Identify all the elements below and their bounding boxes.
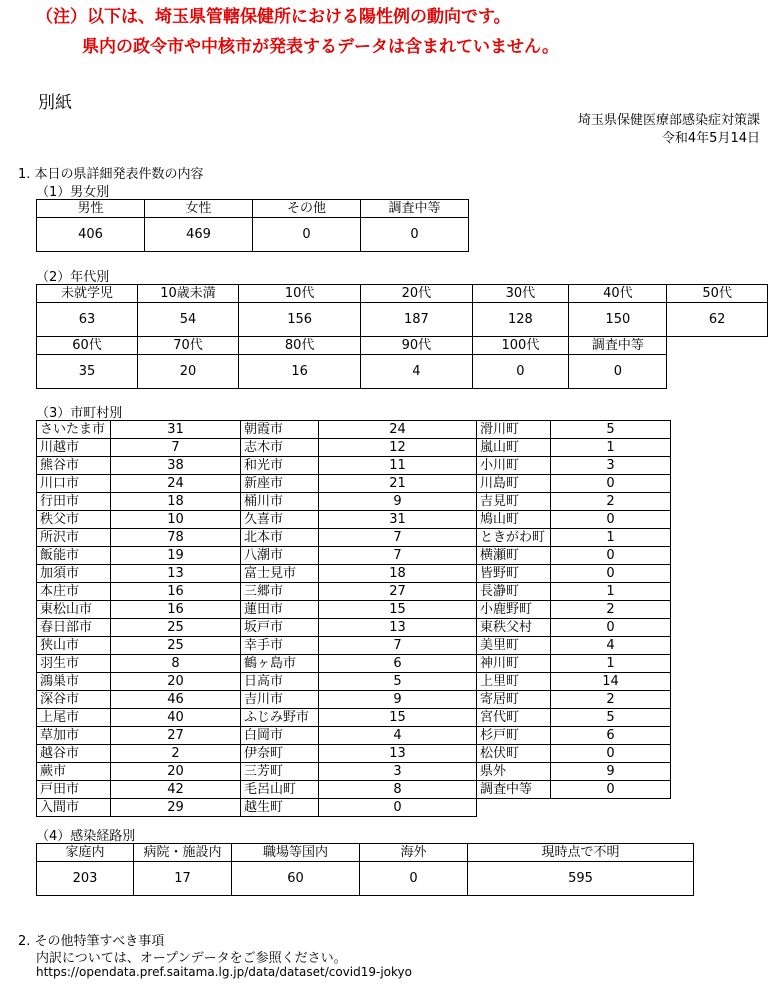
age-value-cell: 150 xyxy=(569,303,667,337)
municipality-name: 富士見市 xyxy=(241,565,319,583)
municipality-count: 13 xyxy=(319,619,477,637)
municipality-count: 31 xyxy=(319,511,477,529)
table-row xyxy=(37,601,671,619)
municipality-count: 25 xyxy=(111,619,241,637)
municipality-count: 7 xyxy=(319,529,477,547)
municipality-count: 14 xyxy=(551,673,671,691)
municipality-count: 2 xyxy=(551,493,671,511)
age-header-cell: 未就学児 xyxy=(37,285,138,303)
municipality-name: 加須市 xyxy=(37,565,111,583)
gender-table xyxy=(36,199,469,252)
table-row xyxy=(37,421,671,439)
municipality-name: 三芳町 xyxy=(241,763,319,781)
gender-header-cell: 男性 xyxy=(37,200,145,218)
route-header-cell: 家庭内 xyxy=(37,844,134,862)
municipality-name: 秩父市 xyxy=(37,511,111,529)
municipality-name: 越生町 xyxy=(241,799,319,817)
municipality-count: 5 xyxy=(551,421,671,439)
municipality-name: 白岡市 xyxy=(241,727,319,745)
municipality-count: 12 xyxy=(319,439,477,457)
municipality-name: 川口市 xyxy=(37,475,111,493)
department: 埼玉県保健医療部感染症対策課 xyxy=(577,113,760,128)
route-header-cell: 職場等国内 xyxy=(232,844,360,862)
municipality-name: 行田市 xyxy=(37,493,111,511)
table-row xyxy=(37,799,671,817)
age-header-cell: 50代 xyxy=(667,285,768,303)
municipality-count: 46 xyxy=(111,691,241,709)
municipality-count: 78 xyxy=(111,529,241,547)
municipality-count: 5 xyxy=(551,709,671,727)
age-header-cell: 90代 xyxy=(361,337,472,355)
municipality-name: 寄居町 xyxy=(477,691,551,709)
municipality-count: 0 xyxy=(551,745,671,763)
table-row xyxy=(37,457,671,475)
municipality-count: 31 xyxy=(111,421,241,439)
municipality-count: 2 xyxy=(551,601,671,619)
municipality-title: （3）市町村別 xyxy=(36,406,123,421)
municipality-name: 川越市 xyxy=(37,439,111,457)
age-header-cell: 100代 xyxy=(472,337,569,355)
municipality-name: 朝霞市 xyxy=(241,421,319,439)
municipality-count: 24 xyxy=(111,475,241,493)
municipality-name: 美里町 xyxy=(477,637,551,655)
age-header-cell: 80代 xyxy=(239,337,361,355)
table-row xyxy=(37,565,671,583)
table-row xyxy=(37,493,671,511)
municipality-name: 羽生市 xyxy=(37,655,111,673)
municipality-count: 1 xyxy=(551,439,671,457)
municipality-name: 草加市 xyxy=(37,727,111,745)
table-row xyxy=(37,583,671,601)
municipality-count: 4 xyxy=(319,727,477,745)
age-value-cell: 128 xyxy=(472,303,569,337)
municipality-count: 1 xyxy=(551,583,671,601)
empty-cell xyxy=(667,355,768,389)
municipality-name: 滑川町 xyxy=(477,421,551,439)
notice-line-1: （注）以下は、埼玉県管轄保健所における陽性例の動向です。 xyxy=(36,7,511,27)
municipality-name: 春日部市 xyxy=(37,619,111,637)
municipality-count: 21 xyxy=(319,475,477,493)
municipality-count: 18 xyxy=(319,565,477,583)
municipality-count: 16 xyxy=(111,601,241,619)
gender-value-cell: 0 xyxy=(253,218,361,252)
age-title: （2）年代別 xyxy=(36,270,110,285)
table-row xyxy=(37,475,671,493)
table-row xyxy=(37,709,671,727)
municipality-count: 3 xyxy=(319,763,477,781)
municipality-count: 7 xyxy=(319,637,477,655)
municipality-name: さいたま市 xyxy=(37,421,111,439)
route-value-cell: 595 xyxy=(468,862,694,896)
municipality-count: 29 xyxy=(111,799,241,817)
municipality-name: 小鹿野町 xyxy=(477,601,551,619)
municipality-name: 蓮田市 xyxy=(241,601,319,619)
gender-header-cell: その他 xyxy=(253,200,361,218)
municipality-name: 鴻巣市 xyxy=(37,673,111,691)
municipality-name: 長瀞町 xyxy=(477,583,551,601)
municipality-count: 25 xyxy=(111,637,241,655)
municipality-name: 吉川市 xyxy=(241,691,319,709)
gender-value-cell: 0 xyxy=(361,218,469,252)
municipality-count: 42 xyxy=(111,781,241,799)
municipality-name: 東松山市 xyxy=(37,601,111,619)
empty-cell xyxy=(667,337,768,355)
municipality-name: 蕨市 xyxy=(37,763,111,781)
municipality-name: 吉見町 xyxy=(477,493,551,511)
municipality-name: 戸田市 xyxy=(37,781,111,799)
route-header-cell: 病院・施設内 xyxy=(134,844,232,862)
municipality-name: 皆野町 xyxy=(477,565,551,583)
route-value-cell: 17 xyxy=(134,862,232,896)
municipality-name: 北本市 xyxy=(241,529,319,547)
age-value-cell: 187 xyxy=(361,303,472,337)
municipality-name: 県外 xyxy=(477,763,551,781)
age-value-cell: 63 xyxy=(37,303,138,337)
municipality-name: 所沢市 xyxy=(37,529,111,547)
municipality-name: ふじみ野市 xyxy=(241,709,319,727)
attachment-label: 別紙 xyxy=(38,93,72,113)
table-row xyxy=(37,763,671,781)
municipality-count: 0 xyxy=(551,547,671,565)
municipality-count: 0 xyxy=(551,511,671,529)
municipality-count: 7 xyxy=(319,547,477,565)
municipality-name: 熊谷市 xyxy=(37,457,111,475)
table-row xyxy=(37,511,671,529)
age-value-cell: 54 xyxy=(138,303,239,337)
municipality-name: 八潮市 xyxy=(241,547,319,565)
route-header-cell: 現時点で不明 xyxy=(468,844,694,862)
municipality-count: 20 xyxy=(111,673,241,691)
table-row xyxy=(37,655,671,673)
municipality-count: 9 xyxy=(319,493,477,511)
municipality-count: 24 xyxy=(319,421,477,439)
age-header-cell: 10歳未満 xyxy=(138,285,239,303)
municipality-name: 狭山市 xyxy=(37,637,111,655)
municipality-name: 坂戸市 xyxy=(241,619,319,637)
municipality-count: 3 xyxy=(551,457,671,475)
municipality-count: 20 xyxy=(111,763,241,781)
municipality-count: 19 xyxy=(111,547,241,565)
table-row xyxy=(37,547,671,565)
municipality-name: 嵐山町 xyxy=(477,439,551,457)
municipality-name: 東秩父村 xyxy=(477,619,551,637)
age-value-cell: 0 xyxy=(472,355,569,389)
table-row xyxy=(37,745,671,763)
municipality-name: 杉戸町 xyxy=(477,727,551,745)
age-value-cell: 0 xyxy=(569,355,667,389)
route-value-cell: 203 xyxy=(37,862,134,896)
notice-line-2: 県内の政令市や中核市が発表するデータは含まれていません。 xyxy=(82,37,560,57)
municipality-count: 7 xyxy=(111,439,241,457)
age-value-cell: 20 xyxy=(138,355,239,389)
table-row xyxy=(37,673,671,691)
route-header-cell: 海外 xyxy=(360,844,468,862)
municipality-name: 桶川市 xyxy=(241,493,319,511)
route-value-cell: 0 xyxy=(360,862,468,896)
gender-value-cell: 406 xyxy=(37,218,145,252)
age-header-cell: 60代 xyxy=(37,337,138,355)
municipality-name: 調査中等 xyxy=(477,781,551,799)
age-value-cell: 4 xyxy=(361,355,472,389)
table-row xyxy=(37,637,671,655)
municipality-name: 和光市 xyxy=(241,457,319,475)
municipality-count: 27 xyxy=(111,727,241,745)
municipality-count: 0 xyxy=(319,799,477,817)
municipality-name: 幸手市 xyxy=(241,637,319,655)
municipality-name: 上里町 xyxy=(477,673,551,691)
table-row xyxy=(37,781,671,799)
municipality-table xyxy=(36,420,671,817)
gender-header-cell: 調査中等 xyxy=(361,200,469,218)
municipality-count: 16 xyxy=(111,583,241,601)
municipality-name: 三郷市 xyxy=(241,583,319,601)
age-header-cell: 30代 xyxy=(472,285,569,303)
municipality-name: 宮代町 xyxy=(477,709,551,727)
gender-value-cell: 469 xyxy=(145,218,253,252)
route-title: （4）感染経路別 xyxy=(36,829,136,844)
municipality-count: 18 xyxy=(111,493,241,511)
gender-title: （1）男女別 xyxy=(36,185,110,200)
municipality-name: 越谷市 xyxy=(37,745,111,763)
table-row xyxy=(37,439,671,457)
section-1-title: 1. 本日の県詳細発表件数の内容 xyxy=(18,167,204,182)
empty-cell xyxy=(551,799,671,817)
municipality-name: 松伏町 xyxy=(477,745,551,763)
age-value-cell: 62 xyxy=(667,303,768,337)
municipality-count: 13 xyxy=(111,565,241,583)
age-value-cell: 156 xyxy=(239,303,361,337)
municipality-name: 飯能市 xyxy=(37,547,111,565)
municipality-count: 9 xyxy=(551,763,671,781)
municipality-count: 15 xyxy=(319,601,477,619)
municipality-name: 志木市 xyxy=(241,439,319,457)
table-row xyxy=(37,529,671,547)
municipality-count: 0 xyxy=(551,619,671,637)
municipality-name: 本庄市 xyxy=(37,583,111,601)
municipality-count: 40 xyxy=(111,709,241,727)
municipality-name: 横瀬町 xyxy=(477,547,551,565)
opendata-link[interactable]: https://opendata.pref.saitama.lg.jp/data/dataset/covid19-jokyo xyxy=(36,965,412,979)
age-header-cell: 調査中等 xyxy=(569,337,667,355)
municipality-count: 0 xyxy=(551,781,671,799)
municipality-count: 6 xyxy=(551,727,671,745)
age-header-cell: 10代 xyxy=(239,285,361,303)
empty-cell xyxy=(477,799,551,817)
municipality-name: 毛呂山町 xyxy=(241,781,319,799)
age-header-cell: 40代 xyxy=(569,285,667,303)
age-table xyxy=(36,284,768,389)
municipality-count: 1 xyxy=(551,529,671,547)
municipality-count: 6 xyxy=(319,655,477,673)
report-date: 令和4年5月14日 xyxy=(661,131,760,146)
municipality-count: 5 xyxy=(319,673,477,691)
age-header-cell: 20代 xyxy=(361,285,472,303)
municipality-count: 9 xyxy=(319,691,477,709)
municipality-count: 1 xyxy=(551,655,671,673)
table-row xyxy=(37,691,671,709)
municipality-count: 38 xyxy=(111,457,241,475)
table-row xyxy=(37,619,671,637)
municipality-name: 新座市 xyxy=(241,475,319,493)
municipality-count: 15 xyxy=(319,709,477,727)
municipality-count: 4 xyxy=(551,637,671,655)
municipality-name: 神川町 xyxy=(477,655,551,673)
municipality-count: 8 xyxy=(111,655,241,673)
municipality-count: 10 xyxy=(111,511,241,529)
section-2-title: 2. その他特筆すべき事項 xyxy=(18,934,165,949)
municipality-count: 27 xyxy=(319,583,477,601)
municipality-name: 上尾市 xyxy=(37,709,111,727)
route-value-cell: 60 xyxy=(232,862,360,896)
municipality-count: 2 xyxy=(111,745,241,763)
municipality-count: 13 xyxy=(319,745,477,763)
municipality-count: 0 xyxy=(551,565,671,583)
section-2-text: 内訳については、オープンデータをご参照ください。 xyxy=(36,951,347,966)
table-row xyxy=(37,727,671,745)
municipality-name: 伊奈町 xyxy=(241,745,319,763)
municipality-name: 鳩山町 xyxy=(477,511,551,529)
municipality-count: 8 xyxy=(319,781,477,799)
municipality-count: 11 xyxy=(319,457,477,475)
municipality-name: ときがわ町 xyxy=(477,529,551,547)
age-value-cell: 35 xyxy=(37,355,138,389)
municipality-count: 2 xyxy=(551,691,671,709)
municipality-name: 鶴ヶ島市 xyxy=(241,655,319,673)
route-table xyxy=(36,843,694,896)
age-header-cell: 70代 xyxy=(138,337,239,355)
age-value-cell: 16 xyxy=(239,355,361,389)
municipality-name: 久喜市 xyxy=(241,511,319,529)
municipality-name: 入間市 xyxy=(37,799,111,817)
municipality-name: 川島町 xyxy=(477,475,551,493)
municipality-name: 小川町 xyxy=(477,457,551,475)
municipality-name: 日高市 xyxy=(241,673,319,691)
municipality-count: 0 xyxy=(551,475,671,493)
municipality-name: 深谷市 xyxy=(37,691,111,709)
gender-header-cell: 女性 xyxy=(145,200,253,218)
